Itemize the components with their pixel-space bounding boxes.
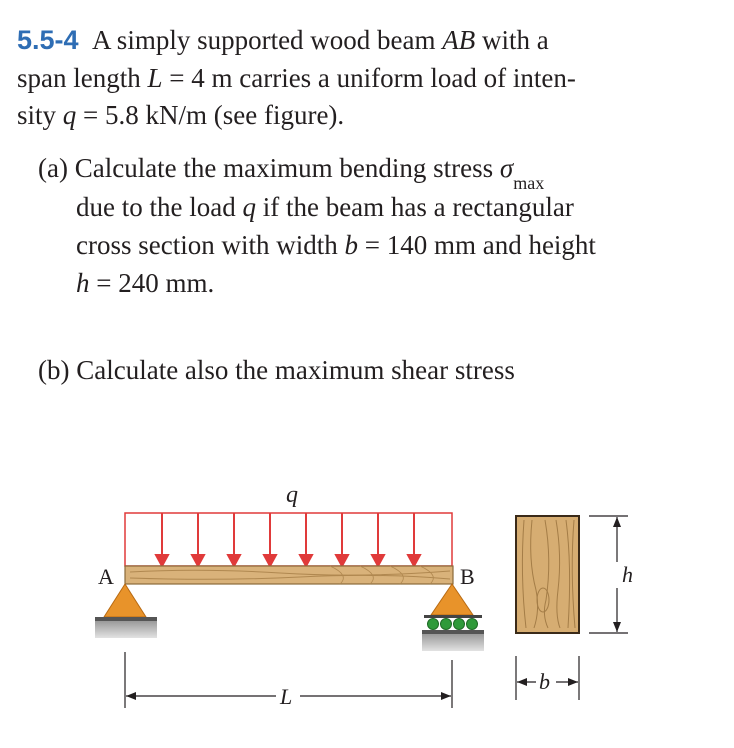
part-a-line-1: (a) Calculate the maximum bending stress $\sigma_{max}$	[38, 153, 545, 193]
part-b-line: (b) Calculate also the maximum shear stress	[38, 355, 515, 385]
wood-beam	[125, 566, 453, 584]
span-label: L	[280, 684, 293, 709]
problem-line-1: 5.5-4 A simply supported wood beam AB with a	[17, 25, 549, 55]
height-label: h	[622, 562, 633, 587]
part-a-line-2: due to the load q if the beam has a rectangular	[76, 192, 574, 222]
span-dimension	[125, 652, 452, 709]
cross-section	[516, 516, 633, 700]
support-b-label: B	[460, 564, 475, 589]
distributed-load	[125, 482, 452, 566]
problem-number: 5.5-4	[17, 25, 79, 55]
load-arrows	[156, 513, 420, 566]
load-label: q	[286, 482, 298, 508]
part-a-line-4: h = 240 mm.	[76, 268, 215, 298]
problem-line-3: sity q = 5.8 kN/m (see figure).	[17, 100, 345, 130]
part-a-line-3: cross section with width b = 140 mm and height	[76, 230, 596, 260]
width-label: b	[539, 669, 550, 694]
support-a-label: A	[98, 564, 114, 589]
load-outline	[125, 513, 452, 566]
problem-line-2: span length L = 4 m carries a uniform load of inten-	[17, 63, 576, 93]
